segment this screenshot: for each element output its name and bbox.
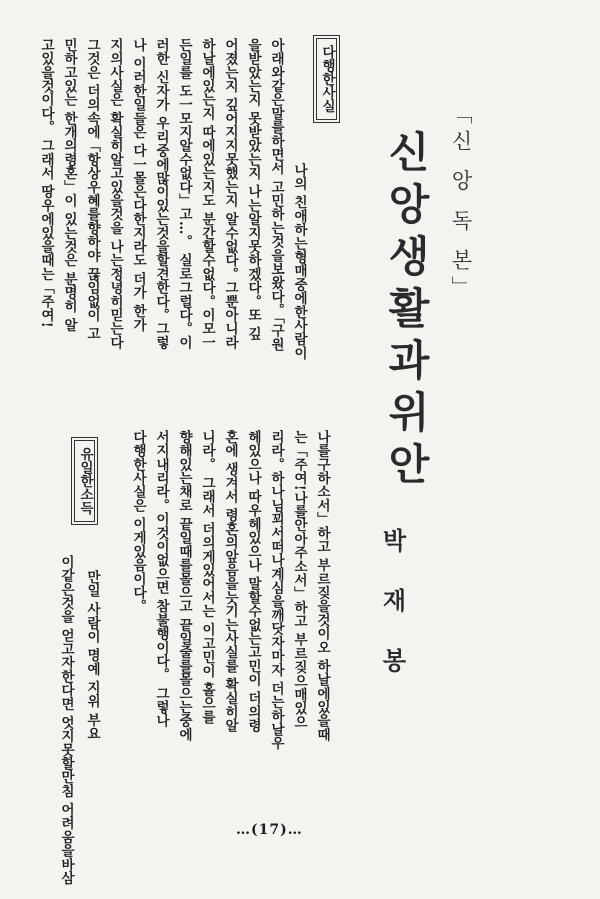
text-column: 리라。하나님꾀서떠나계심을깨닷자마자 더는하날우 xyxy=(268,430,284,750)
text-column: 나의 친애하는형매중에한사람이 xyxy=(291,163,307,360)
text-column: 나 이러한일들은 다一몰은다한지라도 더가 한가 xyxy=(130,38,146,332)
section-heading-sole-gain: 유일한소득 xyxy=(74,440,95,522)
series-title: 「신 앙 독 본」 xyxy=(449,103,473,304)
text-column: 고있을것이다。 그래서 땅우에있을때는「주여! xyxy=(38,38,54,328)
text-column: 니라。 그래서 더의게있어서는 이고민이 홀으를 xyxy=(199,430,215,724)
text-column: 지의사실은 확실히알고있을것을 나는정녕히믿는다 xyxy=(107,38,123,350)
text-column: 나를구하소서」하고 부르짖을것이오 하날에있을때 xyxy=(314,430,330,742)
text-column: 아래와같은말를하면서 고민하는것을보왔다。「구원 xyxy=(268,38,284,352)
text-column: 향해있는채로 끝일때를몰으고 끝일줄를몰으는중에 xyxy=(176,430,192,742)
text-column: 그것은 더의속에「항상우혜를향하야 끊임없이 고 xyxy=(84,38,100,341)
text-column: 민하고있는 한개의령혼」이 있는것은 분명히 알 xyxy=(61,38,77,332)
text-column: 을받았는지 못받았는지 나는알지못하겠다。또 깊 xyxy=(245,38,261,341)
text-column: 서지내리라。이것이없으면 참불행이다。 그렇나 xyxy=(153,430,169,728)
text-column: 만일 사람이 명예 지위 부요 xyxy=(84,570,100,741)
text-column: 든일를 도一모지알수없다」고…。 실로그럴다。이 xyxy=(176,38,192,350)
article-title: 신앙생활과위안 xyxy=(382,130,431,494)
text-column: 는「주여!나를안아주소서」하고 부르짖으매있으 xyxy=(291,430,307,729)
text-column: 러한 신자가 우리중에많이있는것을할견한다。그렇 xyxy=(153,38,169,350)
section-heading-fortunate-fact: 다행한사실 xyxy=(316,38,337,120)
author-name: 박재봉 xyxy=(378,528,407,708)
text-column: 하날에있는지 따에있는지도 분간할수없다。이모一 xyxy=(199,38,215,350)
text-column: 혼에 생겨서 령혼의앞음을늣기는사실를 확실히알 xyxy=(222,430,238,733)
text-column: 헤있으나 따우헤있으나 말할수없는고민이 더의령 xyxy=(245,430,261,733)
text-column: 이같은것을 얻고자한다면 엇지못할만침 어려움을바삼 xyxy=(58,555,74,885)
page-number: …(17)… xyxy=(236,822,303,838)
text-column: 어졌는지 깊어지지못했는지 알수없다。그뿐아니라 xyxy=(222,38,238,350)
text-column: 다행한사실은 이게있음이다。 xyxy=(130,430,146,613)
